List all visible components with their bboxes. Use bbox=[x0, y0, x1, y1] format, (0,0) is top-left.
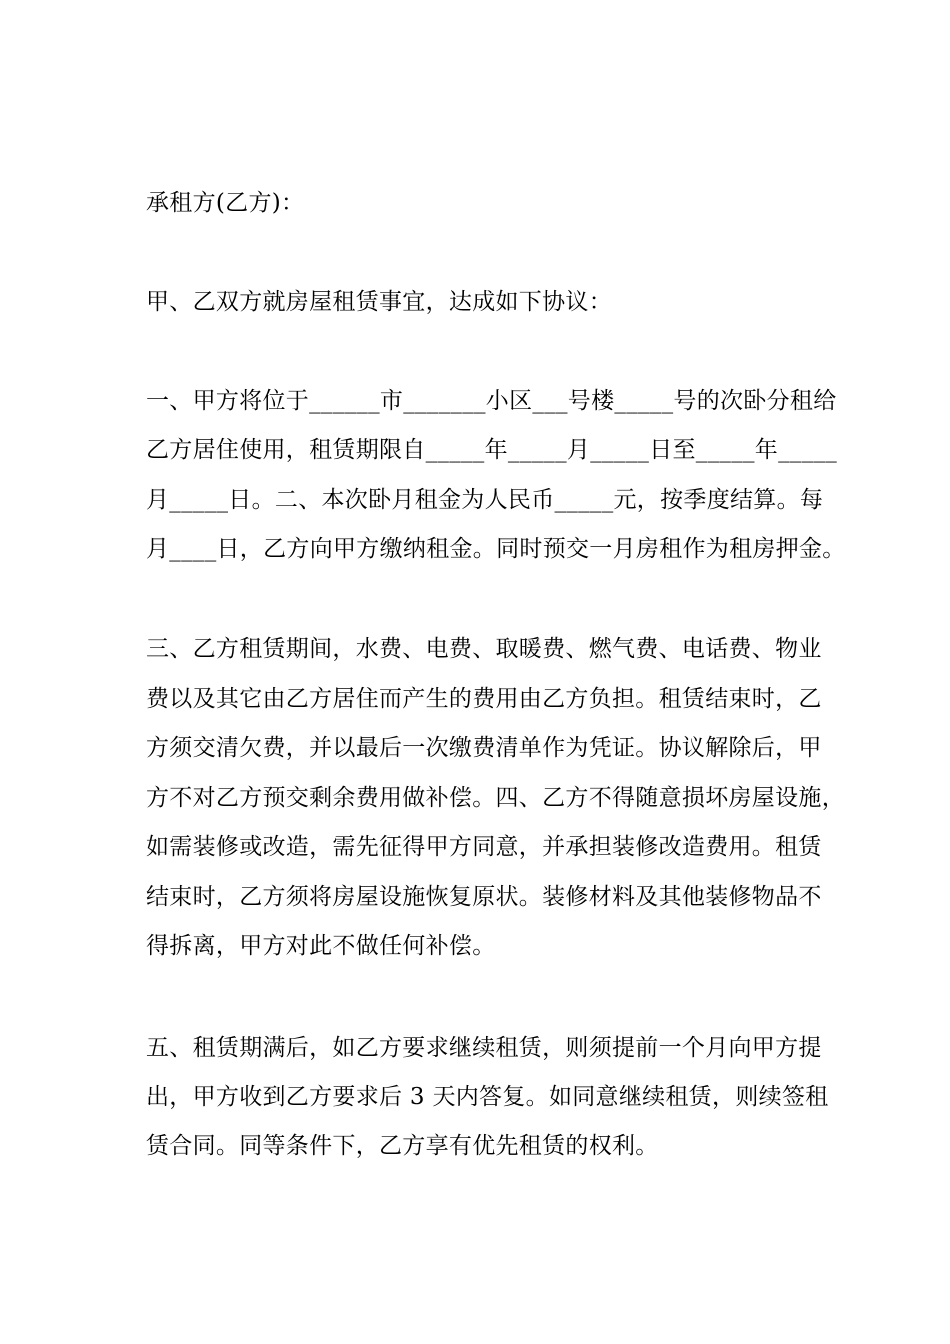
paragraph-line: 乙方居住使用，租赁期限自_____年_____月_____日至_____年_____ bbox=[146, 437, 838, 463]
paragraph-line: 出，甲方收到乙方要求后 3 天内答复。如同意继续租赁，则续签租 bbox=[146, 1084, 829, 1110]
paragraph-line: 赁合同。同等条件下，乙方享有优先租赁的权利。 bbox=[146, 1133, 659, 1159]
paragraph-line: 方须交清欠费，并以最后一次缴费清单作为凭证。协议解除后，甲 bbox=[146, 735, 822, 761]
paragraph-line: 如需装修或改造，需先征得甲方同意，并承担装修改造费用。租赁 bbox=[146, 834, 822, 860]
paragraph-line: 得拆离，甲方对此不做任何补偿。 bbox=[146, 933, 496, 959]
paragraph-line: 一、甲方将位于______市_______小区___号楼_____号的次卧分租给 bbox=[146, 388, 837, 414]
paragraph-line: 方不对乙方预交剩余费用做补偿。四、乙方不得随意损坏房屋设施， bbox=[146, 785, 845, 811]
paragraph-line: 月_____日。二、本次卧月租金为人民币_____元，按季度结算。每 bbox=[146, 487, 824, 513]
paragraph-line: 月____日，乙方向甲方缴纳租金。同时预交一月房租作为租房押金。 bbox=[146, 536, 846, 562]
lessee-line: 承租方(乙方)： bbox=[146, 190, 305, 216]
preamble: 甲、乙双方就房屋租赁事宜，达成如下协议： bbox=[146, 289, 612, 315]
paragraph-line: 五、租赁期满后，如乙方要求继续租赁，则须提前一个月向甲方提 bbox=[146, 1035, 822, 1061]
paragraph-line: 结束时，乙方须将房屋设施恢复原状。装修材料及其他装修物品不 bbox=[146, 884, 822, 910]
paragraph-line: 三、乙方租赁期间，水费、电费、取暖费、燃气费、电话费、物业 bbox=[146, 636, 822, 662]
paragraph-line: 费以及其它由乙方居住而产生的费用由乙方负担。租赁结束时，乙 bbox=[146, 686, 822, 712]
